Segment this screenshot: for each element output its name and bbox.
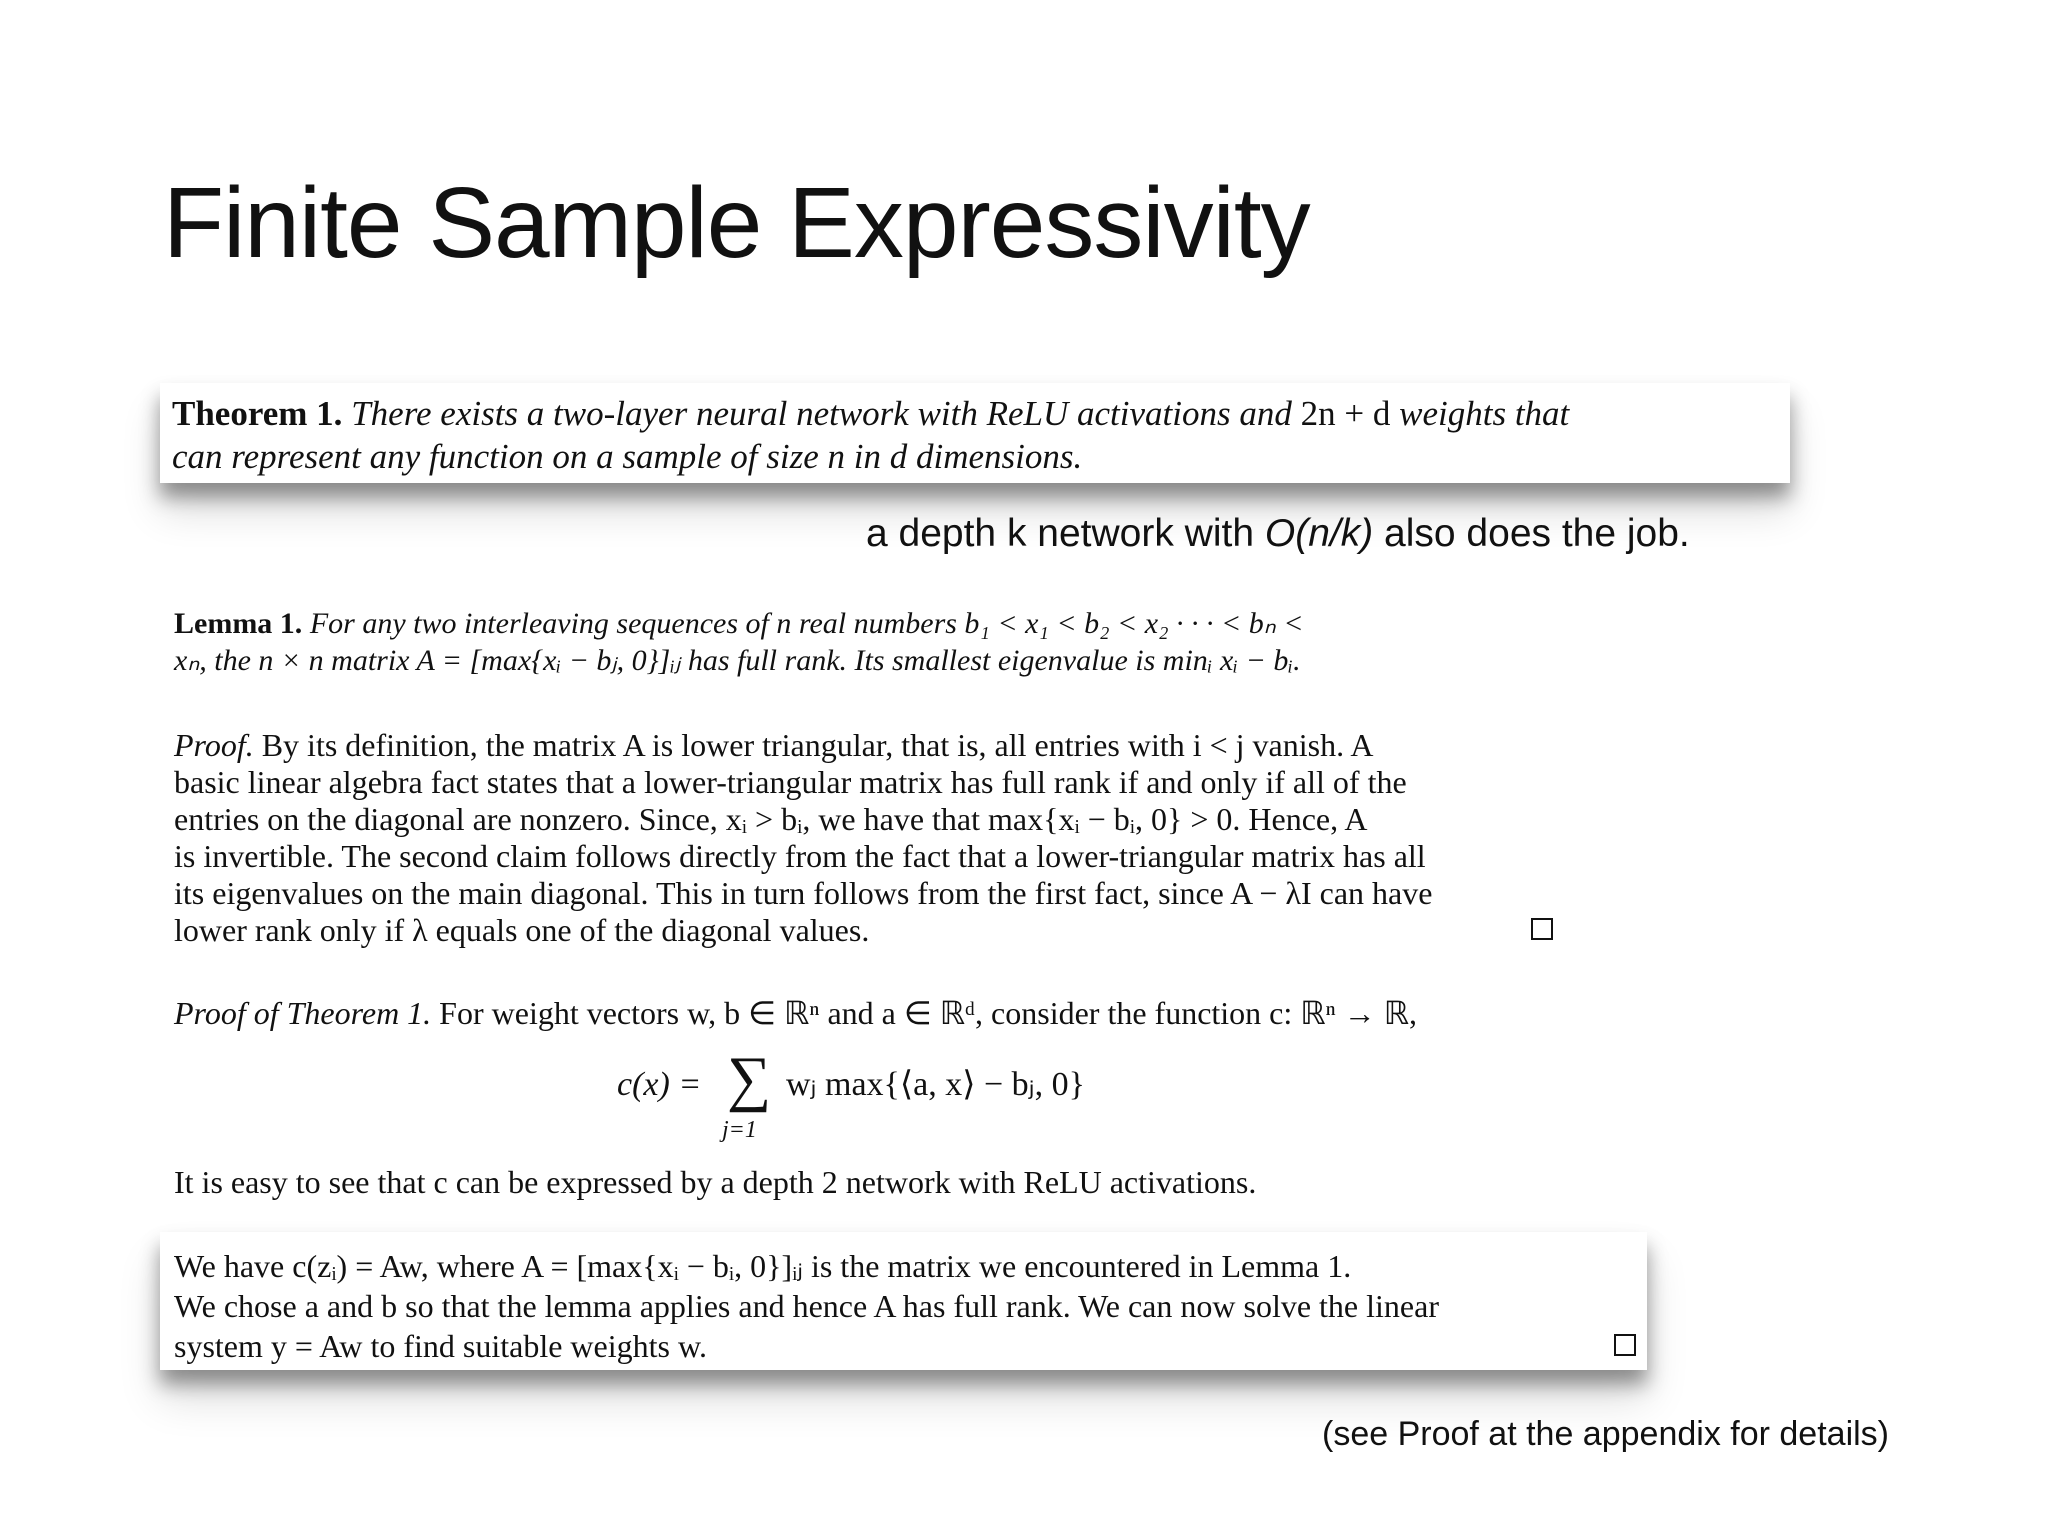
theorem-text-1b: weights that xyxy=(1390,394,1570,433)
theorem-box xyxy=(160,383,1790,483)
theorem-label: Theorem 1. xyxy=(172,394,343,433)
qed-symbol-theorem xyxy=(1614,1334,1636,1356)
equation-rhs: wⱼ max{⟨a, x⟩ − bⱼ, 0} xyxy=(786,1066,1085,1103)
lemma-line-2 xyxy=(174,646,1301,676)
theorem-text-1a: There exists a two-layer neural network with ReLU activations and xyxy=(351,394,1301,433)
equation-sum-index: j=1 xyxy=(722,1117,757,1143)
proof-theorem-line-1 xyxy=(174,997,1417,1029)
proof-line-3: entries on the diagonal are nonzero. Since, xᵢ > bᵢ, we have that max{xᵢ − bᵢ, 0} > 0. Hence, A xyxy=(174,801,1368,837)
depth-note-suffix: also does the job. xyxy=(1373,512,1690,555)
theorem-line-2 xyxy=(172,439,1082,474)
proof-theorem-line-2: It is easy to see that c can be expressed by a depth 2 network with ReLU activations. xyxy=(174,1164,1257,1200)
depth-note-complexity: O(n/k) xyxy=(1264,512,1374,555)
proof-line-1 xyxy=(174,729,1373,761)
conclusion-line-1: We have c(zᵢ) = Aw, where A = [max{xᵢ − bᵢ, 0}]ᵢⱼ is the matrix we encountered in Lemma 1. xyxy=(174,1248,1352,1284)
lemma-label: Lemma 1. xyxy=(174,607,303,640)
theorem-text-2c: dimensions. xyxy=(907,437,1083,476)
theorem-text-2a: can represent any function on a sample of size xyxy=(172,437,828,476)
proof-line-6: lower rank only if λ equals one of the diagonal values. xyxy=(174,912,870,948)
equation-lhs: c(x) = xyxy=(617,1066,702,1103)
theorem-var-d: d xyxy=(889,437,908,476)
lemma-text-1: For any two interleaving sequences of n real numbers b₁ < x₁ < b₂ < x₂ · · · < bₙ < xyxy=(309,607,1304,640)
proof-theorem-text-1: For weight vectors w, b ∈ ℝⁿ and a ∈ ℝᵈ, consider the function c: ℝⁿ → ℝ, xyxy=(431,995,1418,1031)
theorem-text-2b: in xyxy=(845,437,890,476)
theorem-var-n: n xyxy=(827,437,845,476)
appendix-note: (see Proof at the appendix for details) xyxy=(1322,1415,1889,1453)
depth-note xyxy=(866,512,1690,556)
lemma-text-2: xₙ, the n × n matrix A = [max{xᵢ − bⱼ, 0}]ᵢⱼ has full rank. Its smallest eigenvalue is minᵢ xᵢ − bᵢ. xyxy=(174,644,1301,677)
slide-title: Finite Sample Expressivity xyxy=(163,167,1310,279)
theorem-math-2nd: 2n + d xyxy=(1300,394,1391,433)
conclusion-line-3: system y = Aw to find suitable weights w. xyxy=(174,1328,707,1364)
proof-theorem-label: Proof of Theorem 1. xyxy=(174,995,432,1031)
proof-line-2: basic linear algebra fact states that a lower-triangular matrix has full rank if and only if all of the xyxy=(174,764,1407,800)
proof-text-1: By its definition, the matrix A is lower triangular, that is, all entries with i < j vanish. A xyxy=(253,727,1374,763)
proof-label: Proof. xyxy=(174,727,254,763)
proof-line-4: is invertible. The second claim follows directly from the fact that a lower-triangular matrix has all xyxy=(174,838,1426,874)
conclusion-line-2: We chose a and b so that the lemma applies and hence A has full rank. We can now solve the linear xyxy=(174,1288,1439,1324)
theorem-line-1 xyxy=(172,396,1569,431)
sum-symbol: ∑ xyxy=(727,1045,772,1113)
qed-symbol-proof xyxy=(1531,918,1553,940)
depth-note-prefix: a depth k network with xyxy=(866,512,1265,555)
proof-line-5: its eigenvalues on the main diagonal. This in turn follows from the first fact, since A − λI can have xyxy=(174,875,1433,911)
conclusion-box xyxy=(160,1232,1647,1370)
lemma-line-1 xyxy=(174,609,1303,639)
